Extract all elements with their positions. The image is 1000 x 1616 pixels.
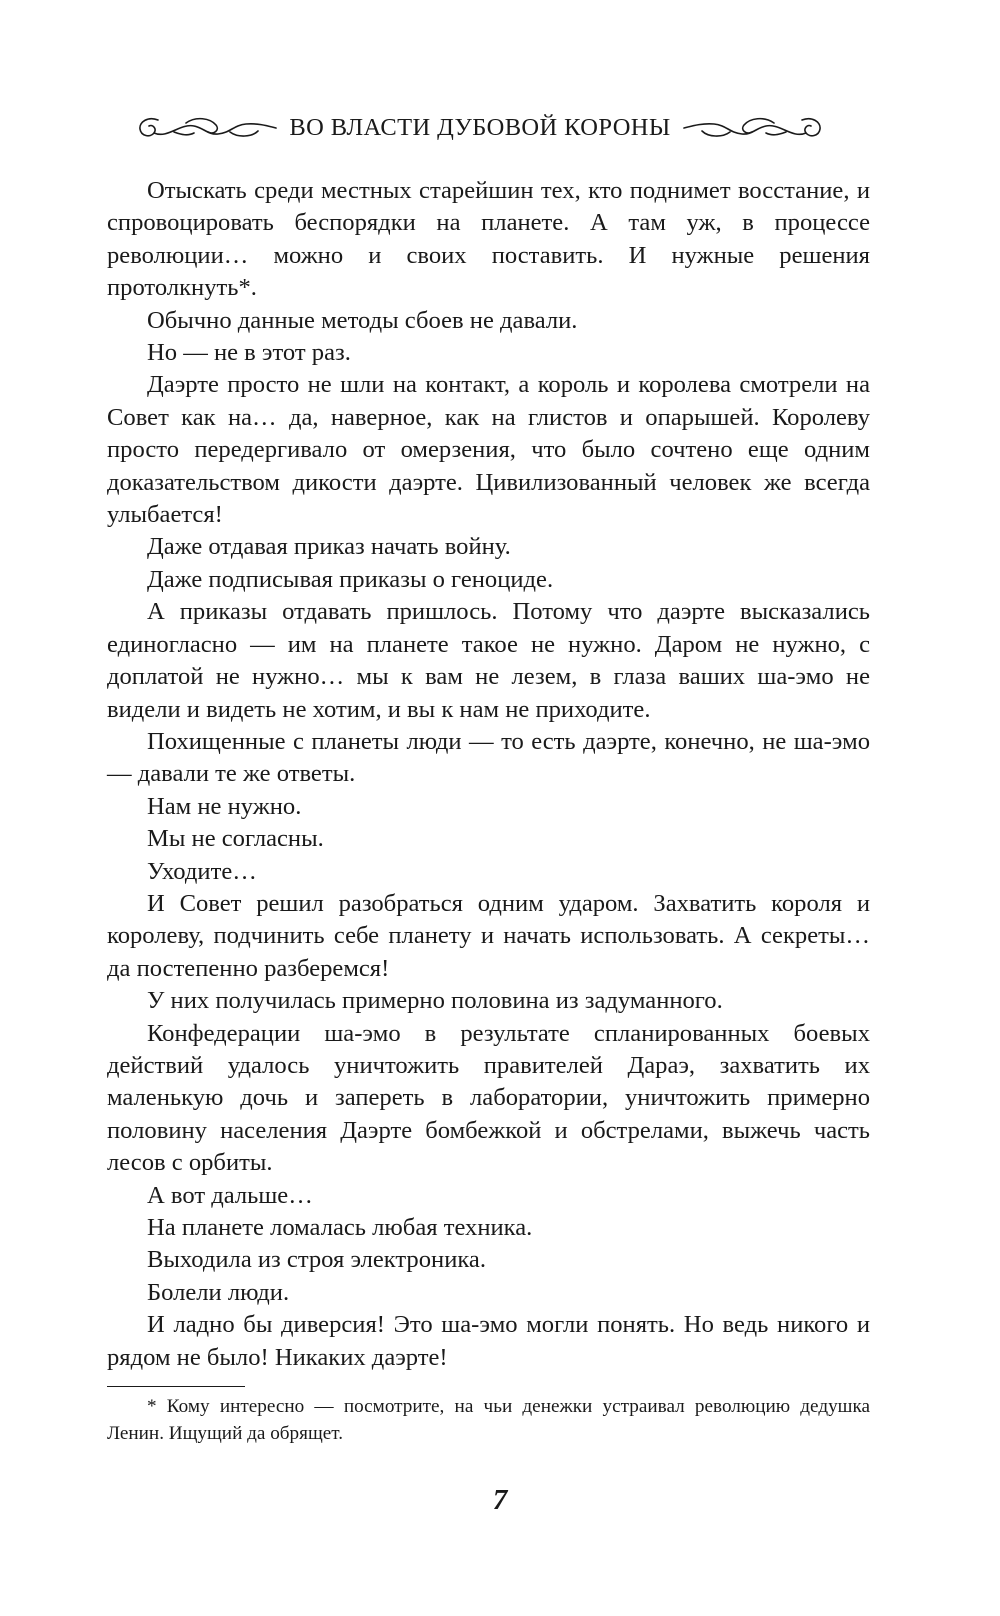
page-number: 7 xyxy=(492,1484,508,1516)
paragraph: И ладно бы диверсия! Это ша-эмо могли понять. Но ведь никого и рядом не было! Никаких даэрте! xyxy=(107,1311,870,1371)
paragraph: Обычно данные методы сбоев не давали. xyxy=(147,306,578,334)
running-head-title: ВО ВЛАСТИ ДУБОВОЙ КОРОНЫ xyxy=(289,114,671,141)
paragraph: Даэрте просто не шли на контакт, а король и королева смотрели на Совет как на… да, наверное, как на глистов и опарышей. Королеву просто передергивало от омерзения, что было сочтено еще одним доказательством дикости даэрте. Цивилизованный человек же всегда улыбается! xyxy=(107,371,870,529)
flourish-icon xyxy=(134,111,279,145)
footnote-divider xyxy=(107,1386,245,1387)
paragraph: А вот дальше… xyxy=(147,1181,313,1209)
paragraph: На планете ломалась любая техника. xyxy=(147,1214,533,1241)
paragraph: Но — не в этот раз. xyxy=(147,339,351,367)
footnote: * Кому интересно — посмотрите, на чьи денежки устраивал революцию дедушка Ленин. Ищущий да обрящет. xyxy=(107,1396,870,1444)
paragraph: Отыскать среди местных старейшин тех, кто поднимет восстание, и спровоцировать беспорядки на планете. А там уж, в процессе революции… можно и своих поставить. И нужные решения протолкнуть*. xyxy=(107,177,870,302)
paragraph: Похищенные с планеты люди — то есть даэрте, конечно, не ша-эмо — давали те же ответы. xyxy=(107,727,870,788)
running-head xyxy=(160,108,800,148)
body-text xyxy=(107,175,870,1374)
paragraph: Болели люди. xyxy=(147,1278,290,1306)
paragraph: Даже отдавая приказ начать войну. xyxy=(147,533,511,561)
paragraph: Выходила из строя электроника. xyxy=(147,1246,486,1274)
paragraph: Даже подписывая приказы о геноциде. xyxy=(147,565,554,593)
flourish-icon xyxy=(681,111,826,145)
paragraph: Уходите… xyxy=(147,857,257,885)
paragraph: Нам не нужно. xyxy=(147,792,302,820)
paragraph: У них получилась примерно половина из задуманного. xyxy=(147,987,723,1015)
paragraph: Мы не согласны. xyxy=(147,825,324,853)
paragraph: Конфедерации ша-эмо в результате спланированных боевых действий удалось уничтожить правителей Дараэ, захватить их маленькую дочь и запереть в лаборатории, уничтожить примерно половину населения Даэрте бомбежкой и обстрелами, выжечь часть лесов с орбиты. xyxy=(107,1019,870,1177)
paragraph: А приказы отдавать пришлось. Потому что даэрте высказались единогласно — им на планете такое не нужно. Даром не нужно, с доплатой не нужно… мы к вам не лезем, в глаза ваших ша-эмо не видели и видеть не хотим, и вы к нам не приходите. xyxy=(107,598,870,723)
paragraph: И Совет решил разобраться одним ударом. Захватить короля и королеву, подчинить себе планету и начать использовать. А секреты… да постепенно разберемся! xyxy=(107,889,870,982)
